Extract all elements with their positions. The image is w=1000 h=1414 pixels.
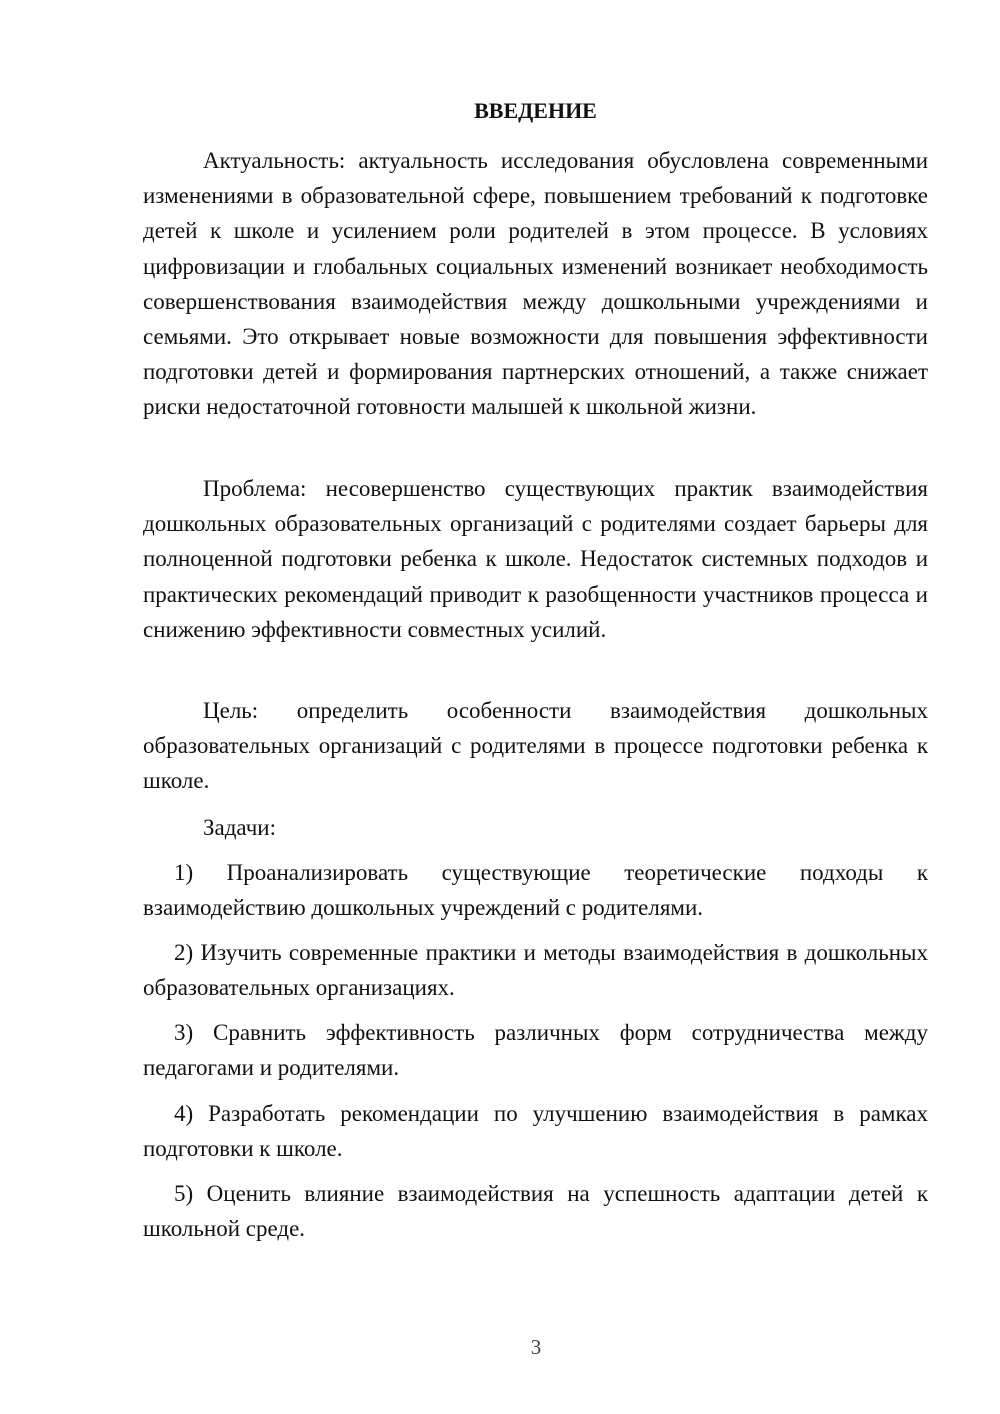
page-number: 3: [530, 1335, 542, 1359]
task-item-5: 5) Оценить влияние взаимодействия на успешность адаптации детей к школьной среде.: [143, 1181, 928, 1242]
task-item-2: 2) Изучить современные практики и методы взаимодействия в дошкольных образовательных организациях.: [143, 940, 928, 1001]
task-item-1: 1) Проанализировать существующие теоретические подходы к взаимодействию дошкольных учреждений с родителями.: [143, 860, 928, 921]
section-title: ВВЕДЕНИЕ: [474, 98, 597, 123]
task-item-4: 4) Разработать рекомендации по улучшению взаимодействия в рамках подготовки к школе.: [143, 1101, 928, 1162]
problem-paragraph: Проблема: несовершенство существующих практик взаимодействия дошкольных образовательных организаций с родителями создает барьеры для полноценной подготовки ребенка к школе. Недостаток системных подходов и практических рекомендаций приводит к разобщенности участников процесса и снижению эффективности совместных усилий.: [143, 476, 928, 642]
task-item-3: 3) Сравнить эффективность различных форм сотрудничества между педагогами и родителями.: [143, 1020, 928, 1081]
tasks-heading: Задачи:: [203, 815, 276, 840]
relevance-paragraph: Актуальность: актуальность исследования обусловлена современными изменениями в образовательной сфере, повышением требований к подготовке детей к школе и усилением роли родителей в этом процессе. В условиях цифровизации и глобальных социальных изменений возникает необходимость совершенствования взаимодействия между дошкольными учреждениями и семьями. Это открывает новые возможности для повышения эффективности подготовки детей и формирования партнерских отношений, а также снижает риски недостаточной готовности малышей к школьной жизни.: [143, 148, 928, 420]
goal-paragraph: Цель: определить особенности взаимодействия дошкольных образовательных организаций с родителями в процессе подготовки ребенка к школе.: [143, 698, 928, 794]
